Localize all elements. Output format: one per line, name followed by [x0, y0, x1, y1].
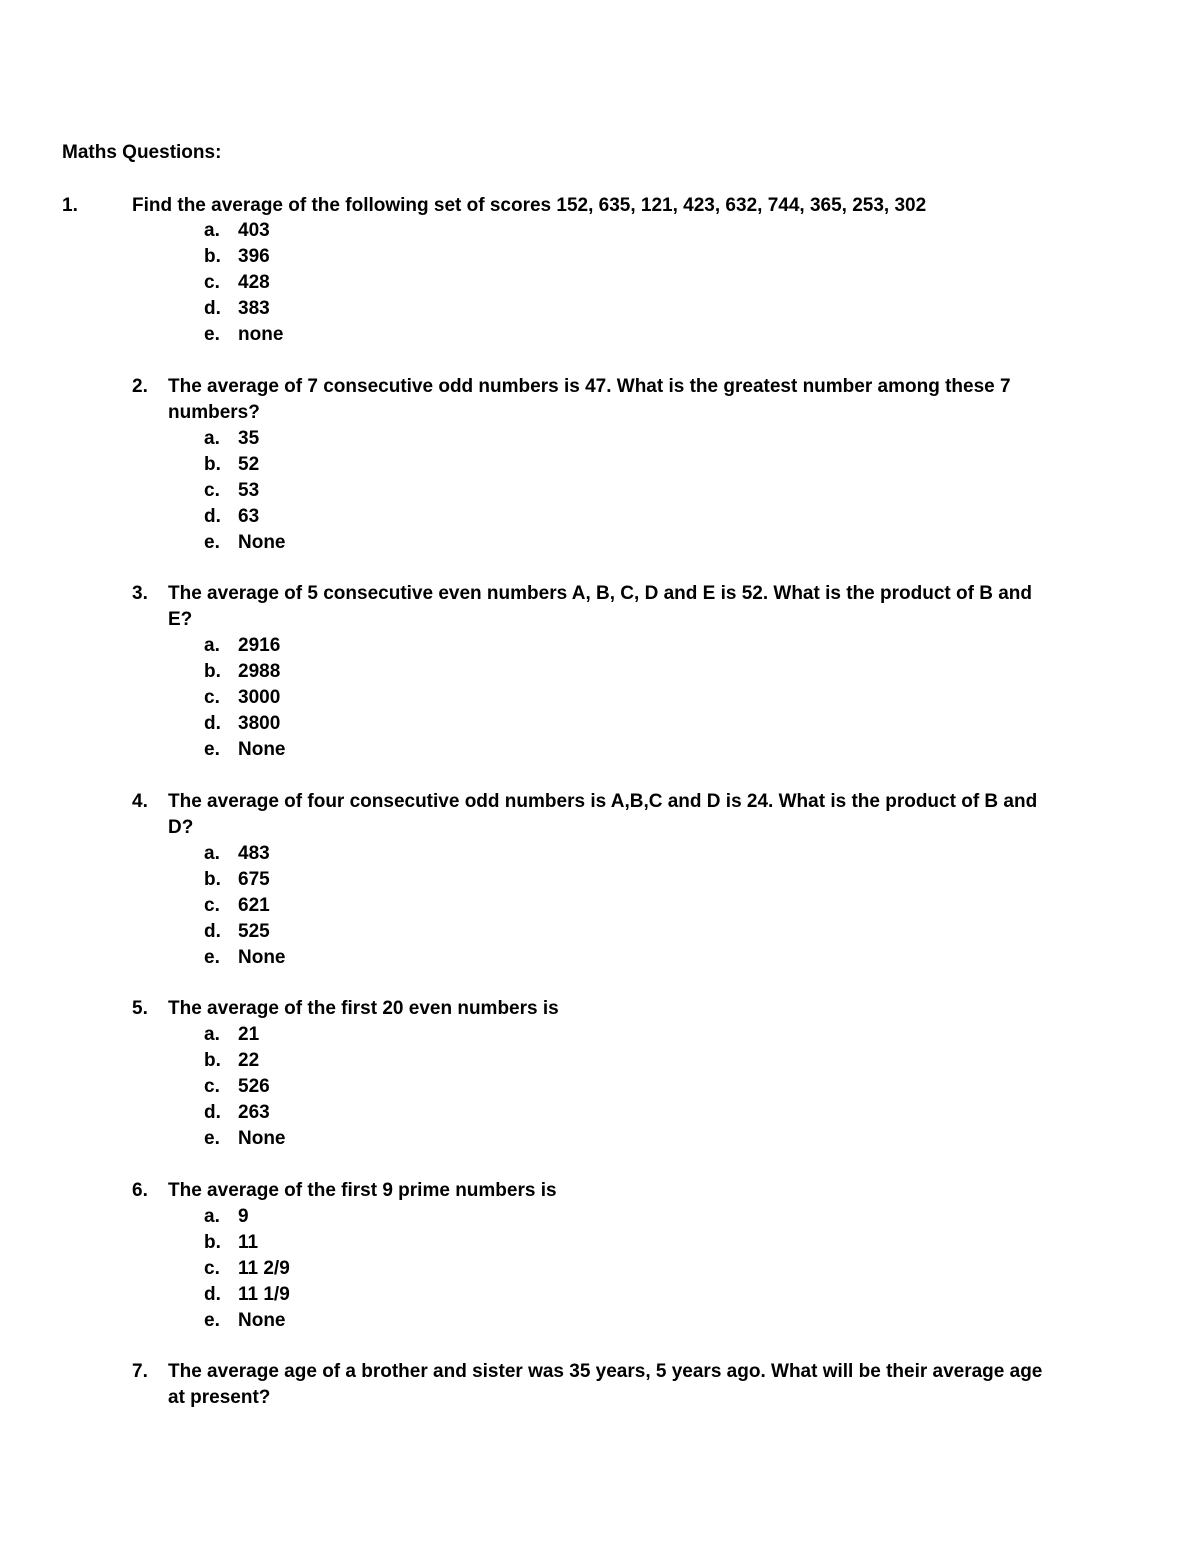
question-number: 7.: [132, 1361, 148, 1382]
option-letter: a.: [204, 635, 220, 656]
question-text: The average of the first 9 prime numbers is: [168, 1180, 557, 1201]
question-number: 4.: [132, 791, 148, 812]
option-value: 525: [238, 921, 270, 942]
option-value: 9: [238, 1206, 249, 1227]
option-value: None: [238, 739, 286, 760]
option-value: 2988: [238, 661, 281, 682]
question-text: The average of 7 consecutive odd numbers is 47. What is the greatest number among these 7 numbers?: [168, 376, 1011, 423]
option-letter: e.: [204, 1310, 220, 1331]
question-number: 6.: [132, 1180, 148, 1201]
option-value: 21: [238, 1024, 260, 1045]
option-value: 53: [238, 480, 260, 501]
option-value: None: [238, 1128, 286, 1149]
option-value: 396: [238, 246, 270, 267]
option-letter: b.: [204, 661, 221, 682]
option-letter: a.: [204, 843, 220, 864]
option-value: 11: [238, 1232, 259, 1253]
option-value: 403: [238, 220, 270, 241]
option-value: 35: [238, 428, 260, 449]
option-value: none: [238, 324, 284, 345]
option-letter: e.: [204, 947, 220, 968]
option-letter: c.: [204, 272, 220, 293]
question-number: 3.: [132, 583, 148, 604]
option-letter: b.: [204, 869, 221, 890]
option-value: 11 1/9: [238, 1284, 290, 1305]
option-letter: c.: [204, 1258, 220, 1279]
option-letter: d.: [204, 713, 221, 734]
option-value: None: [238, 947, 286, 968]
option-value: 52: [238, 454, 260, 475]
option-value: 483: [238, 843, 270, 864]
option-letter: c.: [204, 480, 220, 501]
option-value: 3800: [238, 713, 281, 734]
option-letter: b.: [204, 1050, 221, 1071]
option-value: 621: [238, 895, 270, 916]
question-number: 5.: [132, 998, 148, 1019]
option-letter: e.: [204, 1128, 220, 1149]
option-letter: e.: [204, 532, 220, 553]
option-value: 2916: [238, 635, 281, 656]
option-letter: a.: [204, 1206, 220, 1227]
option-letter: b.: [204, 454, 221, 475]
option-value: 428: [238, 272, 270, 293]
option-letter: c.: [204, 895, 220, 916]
question-text: Find the average of the following set of scores 152, 635, 121, 423, 632, 744, 365, 253, 302: [132, 195, 927, 216]
option-letter: d.: [204, 506, 221, 527]
option-letter: e.: [204, 739, 220, 760]
option-value: 11 2/9: [238, 1258, 290, 1279]
question-number: 1.: [62, 195, 78, 216]
option-letter: d.: [204, 1102, 221, 1123]
option-letter: a.: [204, 220, 220, 241]
option-letter: e.: [204, 324, 220, 345]
page-title: Maths Questions:: [62, 142, 222, 163]
option-letter: a.: [204, 1024, 220, 1045]
option-value: 675: [238, 869, 270, 890]
question-number: 2.: [132, 376, 148, 397]
option-letter: a.: [204, 428, 220, 449]
option-value: 63: [238, 506, 260, 527]
option-letter: d.: [204, 921, 221, 942]
question-text: The average of the first 20 even numbers is: [168, 998, 559, 1019]
option-letter: c.: [204, 687, 220, 708]
option-value: 526: [238, 1076, 270, 1097]
option-letter: d.: [204, 298, 221, 319]
question-text: The average of 5 consecutive even numbers A, B, C, D and E is 52. What is the product of B and E?: [168, 583, 1032, 630]
option-value: 22: [238, 1050, 260, 1071]
question-text: The average of four consecutive odd numbers is A,B,C and D is 24. What is the product of B and D?: [168, 791, 1038, 838]
question-text: The average age of a brother and sister was 35 years, 5 years ago. What will be their average age at present?: [168, 1361, 1043, 1408]
option-value: 3000: [238, 687, 281, 708]
option-value: None: [238, 1310, 286, 1331]
option-letter: b.: [204, 246, 221, 267]
option-value: None: [238, 532, 286, 553]
option-value: 383: [238, 298, 270, 319]
option-letter: b.: [204, 1232, 221, 1253]
option-letter: d.: [204, 1284, 221, 1305]
option-letter: c.: [204, 1076, 220, 1097]
option-value: 263: [238, 1102, 270, 1123]
